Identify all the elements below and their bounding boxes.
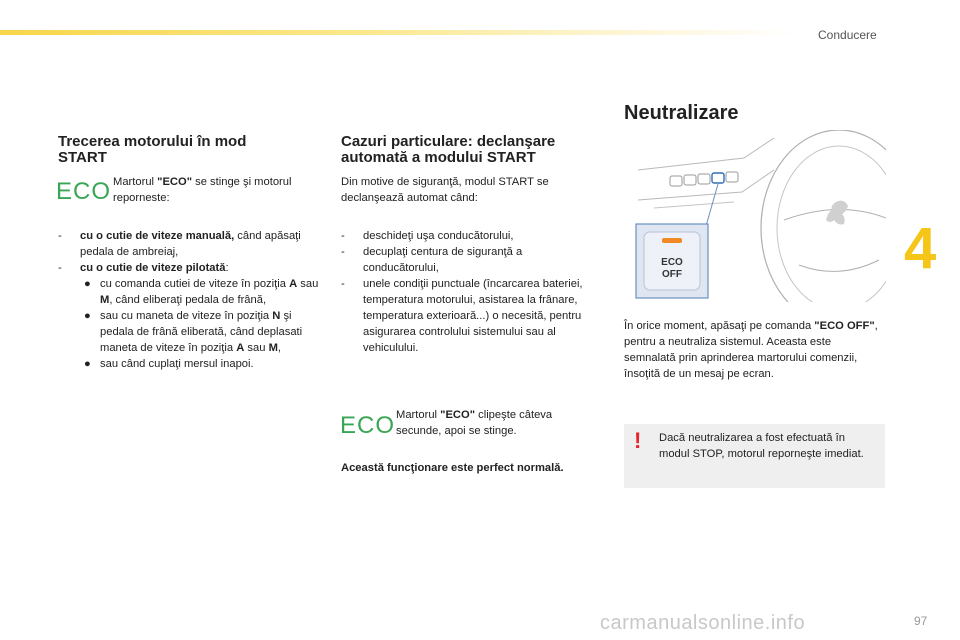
dashboard-illustration xyxy=(624,130,886,302)
section-title-auto-start: Cazuri particulare: declanşare automată a modului START xyxy=(341,133,556,166)
page-number: 97 xyxy=(914,614,928,628)
list-subitem: ● sau cu maneta de viteze în poziţia N şi pedala de frână eliberată, când deplasati maneta de viteze în poziţia A sau M, xyxy=(84,310,303,354)
section-title-start: Trecerea motorului în mod START xyxy=(58,133,247,166)
header-accent-bar xyxy=(0,30,800,35)
list-subitem: ● cu comanda cutiei de viteze în poziţia A sau M, când eliberaţi pedala de frână, xyxy=(84,278,319,306)
neutralize-text: În orice moment, apăsaţi pe comanda "ECO OFF", pentru a neutraliza sistemul. Aceasta este semnalată prin aprinderea martorului comenzii, însoţită de un mesaj pe ecran. xyxy=(624,320,878,380)
list-item: - cu o cutie de viteze manuală, când apăsaţi pedala de ambreiaj, xyxy=(58,230,301,258)
list-item: - unele condiţii punctuale (încarcarea bateriei, temperatura motorului, asistarea la frânare, temperatura exterioară...) o necesită, pentru asigurarea controlului sistemului sau al vehiculului. xyxy=(341,278,583,354)
eco-off-button-label-1: ECO xyxy=(661,257,683,268)
eco-lamp-icon: ECO xyxy=(340,412,396,439)
normal-operation-note: Această funcţionare este perfect normală. xyxy=(341,462,564,474)
eco-off-indicator-led xyxy=(662,238,682,243)
warning-note xyxy=(624,424,885,488)
list-subitem: ● sau când cuplaţi mersul inapoi. xyxy=(84,358,254,370)
warning-icon: ! xyxy=(634,428,642,453)
section-title-neutralize: Neutralizare xyxy=(624,102,739,124)
list-item: - deschideţi uşa conducătorului, xyxy=(341,230,514,242)
eco-off-button-label-2: OFF xyxy=(662,269,682,280)
section-label: Conducere xyxy=(818,28,877,42)
start-conditions-list xyxy=(58,228,320,372)
eco-off-switch-highlight xyxy=(712,173,724,183)
auto-start-intro: Din motive de siguranţă, modul START se declanşează automat când: xyxy=(341,176,549,204)
chapter-number: 4 xyxy=(904,216,937,281)
list-item: - cu o cutie de viteze pilotată: ● cu comanda cutiei de viteze în poziţia A sau M, când eliberaţi pedala de frână, ● sau cu maneta de viteze în poziţia N şi pedala de frână eliberată, când deplasati maneta de viteze în poziţia A sau M, ● sau când cuplaţi mersul inapoi. xyxy=(58,262,319,370)
eco-lamp-icon: ECO xyxy=(56,178,112,205)
watermark: carmanualsonline.info xyxy=(600,612,806,634)
lion-emblem-icon xyxy=(826,201,848,225)
warning-note-text: Dacă neutralizarea a fost efectuată în modul STOP, motorul reporneşte imediat. xyxy=(659,432,864,460)
lamp-blink-text: Martorul "ECO" clipeşte câteva secunde, apoi se stinge. xyxy=(396,409,553,437)
auto-start-list xyxy=(341,228,593,356)
list-item: - decuplaţi centura de siguranţă a conducătorului, xyxy=(341,246,523,274)
lamp-off-text: Martorul "ECO" se stinge şi motorul reporneste: xyxy=(113,176,292,204)
